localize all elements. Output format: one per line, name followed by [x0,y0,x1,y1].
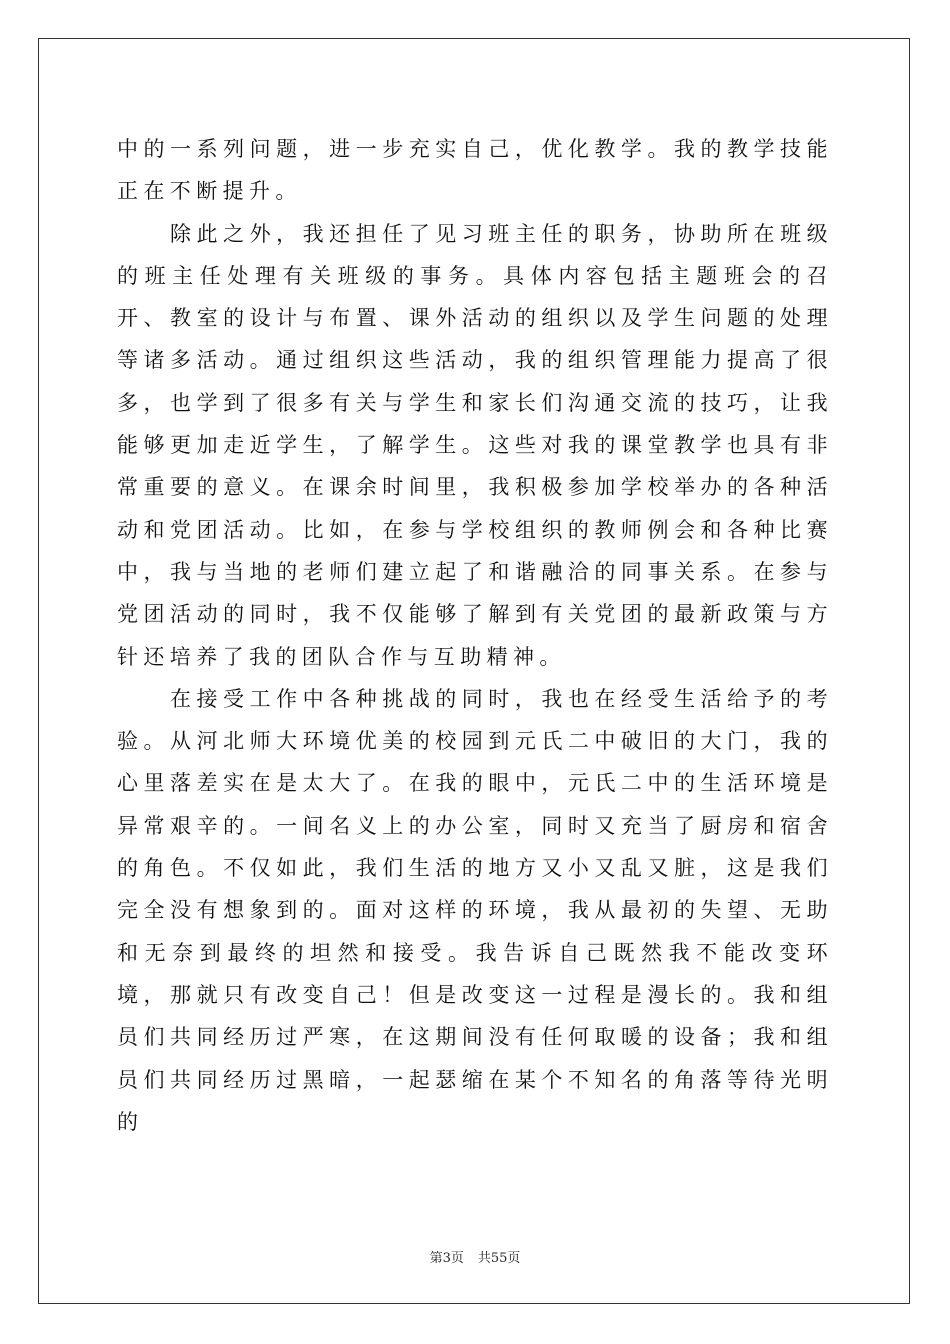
paragraph-2: 除此之外，我还担任了见习班主任的职务，协助所在班级的班主任处理有关班级的事务。具体内容包括主题班会的召开、教室的设计与布置、课外活动的组织以及学生问题的处理等诸多活动。通过组织这些活动，我的组织管理能力提高了很多，也学到了很多有关与学生和家长们沟通交流的技巧，让我能够更加走近学生，了解学生。这些对我的课堂教学也具有非常重要的意义。在课余时间里，我积极参加学校举办的各种活动和党团活动。比如，在参与学校组织的教师例会和各种比赛中，我与当地的老师们建立起了和谐融洽的同事关系。在参与党团活动的同时，我不仅能够了解到有关党团的最新政策与方针还培养了我的团队合作与互助精神。 [117,221,833,669]
paragraph-3: 在接受工作中各种挑战的同时，我也在经受生活给予的考验。从河北师大环境优美的校园到元氏二中破旧的大门，我的心里落差实在是太大了。在我的眼中，元氏二中的生活环境是异常艰辛的。一间名义上的办公室，同时又充当了厨房和宿舍的角色。不仅如此，我们生活的地方又小又乱又脏，这是我们完全没有想象到的。面对这样的环境，我从最初的失望、无助和无奈到最终的坦然和接受。我告诉自己既然我不能改变环境，那就只有改变自己！但是改变这一过程是漫长的。我和组员们共同经历过严寒，在这期间没有任何取暖的设备；我和组员们共同经历过黑暗，一起瑟缩在某个不知名的角落等待光明的 [117,686,833,1134]
document-body [117,128,833,1143]
paragraph-1: 中的一系列问题，进一步充实自己，优化教学。我的教学技能正在不断提升。 [117,137,833,204]
page-total: 共55页 [477,1251,521,1266]
page-footer [0,1247,950,1266]
page-number: 第3页 [429,1251,464,1266]
